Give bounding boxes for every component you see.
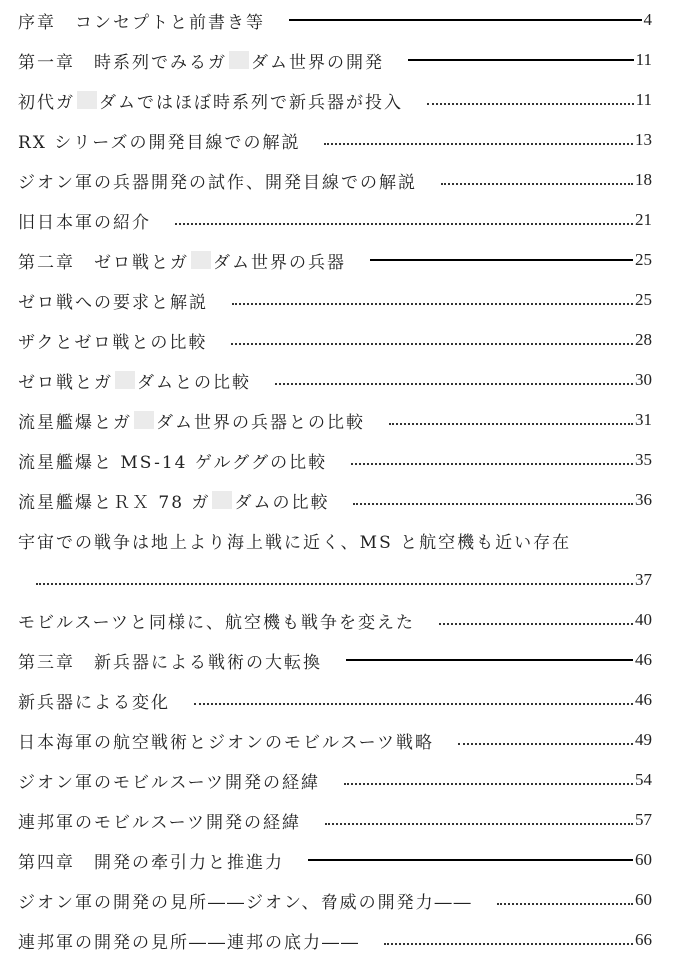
page-number: 18 <box>635 170 652 189</box>
redaction-box <box>212 491 232 509</box>
toc-entry[interactable] <box>18 520 652 560</box>
title-text: 第四章 開発の牽引力と推進力 <box>18 852 284 873</box>
toc-entry[interactable] <box>18 360 652 400</box>
title-text: 第三章 新兵器による戦術の大転換 <box>18 652 322 673</box>
toc-entry[interactable] <box>18 40 652 80</box>
page-number: 11 <box>635 90 652 109</box>
toc-entry[interactable] <box>18 920 652 960</box>
title-text: 初代ガ <box>18 92 75 113</box>
toc-entry[interactable] <box>18 200 652 240</box>
entry-title <box>18 688 170 713</box>
entry-title <box>18 448 327 473</box>
page-number: 31 <box>635 410 652 429</box>
title-text: ダムとの比較 <box>137 372 251 393</box>
toc-entry[interactable] <box>18 840 652 880</box>
entry-title <box>18 168 417 193</box>
toc-entry-continuation[interactable] <box>18 560 652 600</box>
entry-title <box>18 128 300 153</box>
entry-title <box>18 8 265 33</box>
page-number: 13 <box>635 130 652 149</box>
title-text: RX シリーズの開発目線での解説 <box>18 132 301 153</box>
redaction-box <box>77 91 97 109</box>
title-text: ゼロ戦への要求と解説 <box>18 292 208 313</box>
entry-title <box>18 768 320 793</box>
entry-title <box>18 488 329 513</box>
entry-title <box>18 928 360 953</box>
entry-title <box>18 208 151 233</box>
toc-entry[interactable] <box>18 720 652 760</box>
entry-title <box>18 808 301 833</box>
toc-entry[interactable] <box>18 800 652 840</box>
dotted-leader-line <box>458 743 633 745</box>
entry-title <box>18 608 415 633</box>
page-number: 60 <box>635 850 652 869</box>
toc-entry[interactable] <box>18 680 652 720</box>
toc-entry[interactable] <box>18 280 652 320</box>
redaction-box <box>229 51 249 69</box>
dotted-leader-line <box>36 583 633 585</box>
redaction-box <box>134 411 154 429</box>
toc-entry[interactable] <box>18 440 652 480</box>
redaction-box <box>115 371 135 389</box>
title-text: ダム世界の開発 <box>251 52 384 73</box>
title-text: ダム世界の兵器 <box>213 252 346 273</box>
toc-entry[interactable] <box>18 80 652 120</box>
dotted-leader-line <box>175 223 633 225</box>
title-text: 流星艦爆とガ <box>18 412 132 433</box>
entry-title <box>18 648 322 673</box>
toc-entry[interactable] <box>18 480 652 520</box>
toc-entry[interactable] <box>18 640 652 680</box>
toc-entry[interactable] <box>18 240 652 280</box>
toc-entry[interactable] <box>18 880 652 920</box>
dotted-leader-line <box>351 463 633 465</box>
toc-entry[interactable] <box>18 320 652 360</box>
title-text: 序章 コンセプトと前書き等 <box>18 12 265 33</box>
page-number: 46 <box>635 690 652 709</box>
title-text: ダムの比較 <box>234 492 330 513</box>
title-text: ザクとゼロ戦との比較 <box>18 332 208 353</box>
title-text: 第一章 時系列でみるガ <box>18 52 227 73</box>
toc-entry[interactable] <box>18 760 652 800</box>
dotted-leader-line <box>194 703 633 705</box>
solid-leader-line <box>289 19 642 21</box>
toc-entry[interactable] <box>18 400 652 440</box>
page-number: 11 <box>635 50 652 69</box>
title-text: モビルスーツと同様に、航空機も戦争を変えた <box>18 612 415 633</box>
solid-leader-line <box>346 659 633 661</box>
dotted-leader-line <box>232 303 633 305</box>
dotted-leader-line <box>275 383 633 385</box>
dotted-leader-line <box>439 623 633 625</box>
dotted-leader-line <box>325 823 633 825</box>
entry-title <box>18 848 284 873</box>
dotted-leader-line <box>389 423 633 425</box>
title-text: 連邦軍の開発の見所――連邦の底力―― <box>18 932 360 953</box>
entry-title <box>18 328 207 353</box>
entry-title <box>18 408 365 433</box>
solid-leader-line <box>308 859 633 861</box>
title-text: 宇宙での戦争は地上より海上戦に近く、MS と航空機も近い存在 <box>18 532 572 553</box>
page-number: 21 <box>635 210 652 229</box>
dotted-leader-line <box>441 183 633 185</box>
page-number: 66 <box>635 930 652 949</box>
dotted-leader-line <box>324 143 633 145</box>
page-number: 28 <box>635 330 652 349</box>
title-text: ジオン軍の兵器開発の試作、開発目線での解説 <box>18 172 417 193</box>
page-number: 25 <box>635 250 652 269</box>
page-number: 49 <box>635 730 652 749</box>
page-number: 36 <box>635 490 652 509</box>
page-number: 25 <box>635 290 652 309</box>
dotted-leader-line <box>384 943 633 945</box>
dotted-leader-line <box>427 103 634 105</box>
solid-leader-line <box>408 59 634 61</box>
toc-entry[interactable] <box>18 0 652 40</box>
title-text: 流星艦爆とＲＸ 78 ガ <box>18 492 211 513</box>
title-text: ジオン軍のモビルスーツ開発の経緯 <box>18 772 320 793</box>
title-text: 新兵器による変化 <box>18 692 170 713</box>
page-number: 4 <box>643 10 652 29</box>
page-number: 40 <box>635 610 652 629</box>
entry-title <box>18 368 251 393</box>
title-text: ゼロ戦とガ <box>18 372 113 393</box>
title-text: 連邦軍のモビルスーツ開発の経緯 <box>18 812 301 833</box>
page-number: 54 <box>635 770 652 789</box>
dotted-leader-line <box>497 903 633 905</box>
title-text: ダム世界の兵器との比較 <box>156 412 365 433</box>
entry-title <box>18 48 384 73</box>
dotted-leader-line <box>353 503 633 505</box>
page-number: 30 <box>635 370 652 389</box>
page-number: 60 <box>635 890 652 909</box>
dotted-leader-line <box>231 343 633 345</box>
page-number: 57 <box>635 810 652 829</box>
table-of-contents <box>18 0 652 960</box>
entry-title <box>18 248 346 273</box>
toc-entry[interactable] <box>18 120 652 160</box>
title-text: 日本海軍の航空戦術とジオンのモビルスーツ戦略 <box>18 732 434 753</box>
solid-leader-line <box>370 259 633 261</box>
redaction-box <box>191 251 211 269</box>
entry-title <box>18 288 208 313</box>
title-text: ジオン軍の開発の見所――ジオン、脅威の開発力―― <box>18 892 473 913</box>
title-text: 第二章 ゼロ戦とガ <box>18 252 189 273</box>
entry-title <box>18 728 434 753</box>
entry-title <box>18 888 473 913</box>
page-number: 46 <box>635 650 652 669</box>
entry-title <box>18 88 403 113</box>
page-number: 35 <box>635 450 652 469</box>
page-number: 37 <box>635 570 652 589</box>
title-text: 旧日本軍の紹介 <box>18 212 151 233</box>
title-text: ダムではほぼ時系列で新兵器が投入 <box>99 92 403 113</box>
title-text: 流星艦爆と MS-14 ゲルググの比較 <box>18 452 328 473</box>
toc-entry[interactable] <box>18 160 652 200</box>
toc-entry[interactable] <box>18 600 652 640</box>
entry-title <box>18 528 571 553</box>
dotted-leader-line <box>344 783 633 785</box>
